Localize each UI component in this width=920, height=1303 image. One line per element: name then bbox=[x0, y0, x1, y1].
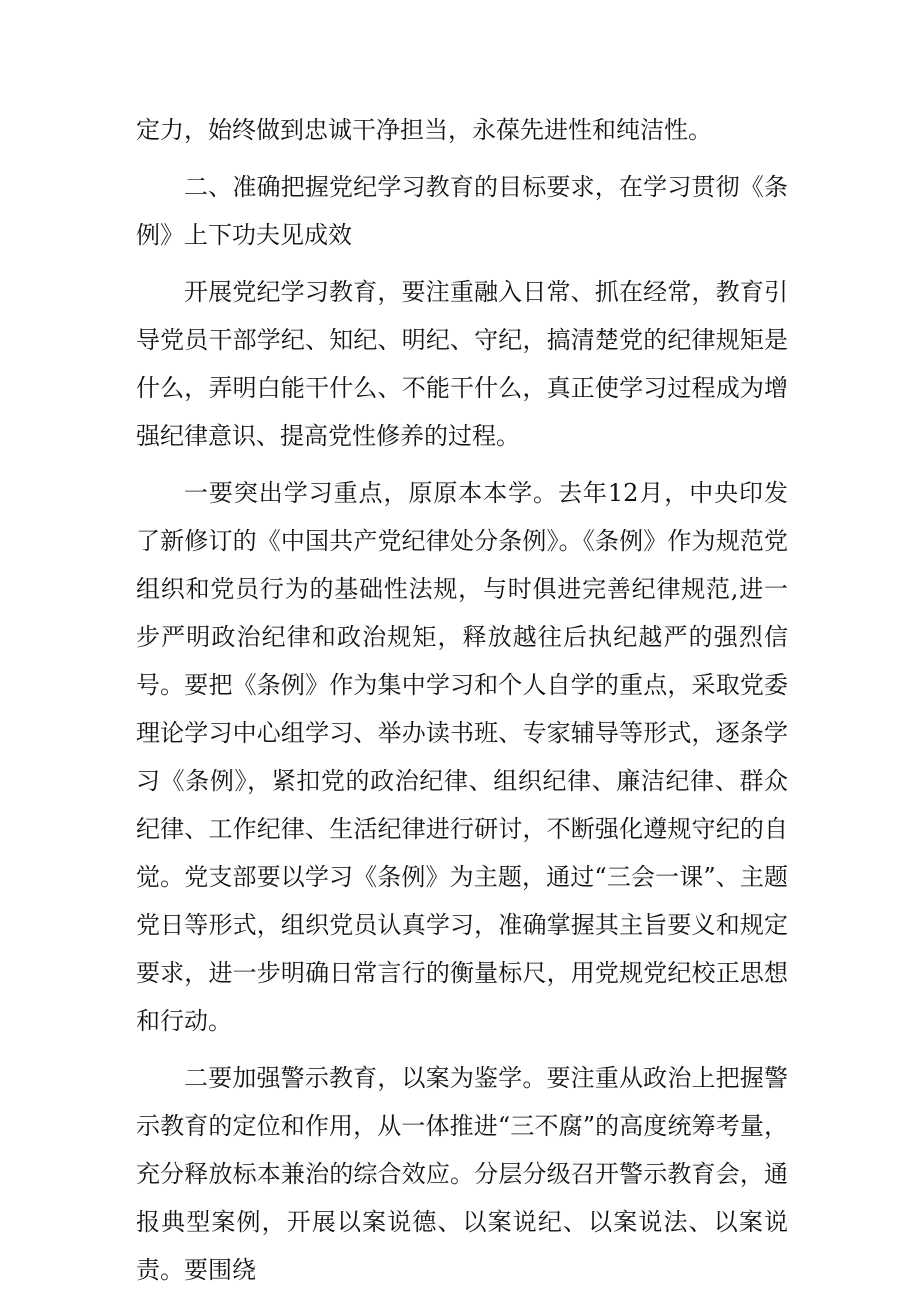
section-heading-2: 二、准确把握党纪学习教育的目标要求，在学习贯彻《条例》上下功夫见成效 bbox=[136, 173, 788, 249]
paragraph-intro: 开展党纪学习教育，要注重融入日常、抓在经常，教育引导党员干部学纪、知纪、明纪、守纪，搞清楚党的纪律规矩是什么，弄明白能干什么、不能干什么，真正使学习过程成为增强纪律意识、提高党性修养的过程。 bbox=[136, 278, 788, 450]
paragraph-point-1: 一要突出学习重点，原原本本学。去年12月，中央印发了新修订的《中国共产党纪律处分条例》。《条例》作为规范党组织和党员行为的基础性法规，与时俱进完善纪律规范,进一步严明政治纪律和政治规矩，释放越往后执纪越严的强烈信号。要把《条例》作为集中学习和个人自学的重点，采取党委理论学习中心组学习、举办读书班、专家辅导等形式，逐条学习《条例》，紧扣党的政治纪律、组织纪律、廉洁纪律、群众纪律、工作纪律、生活纪律进行研讨，不断强化遵规守纪的自觉。党支部要以学习《条例》为主题，通过“三会一课”、主题党日等形式，组织党员认真学习，准确掌握其主旨要义和规定要求，进一步明确日常言行的衡量标尺，用党规党纪校正思想和行动。 bbox=[136, 479, 788, 1035]
document-body bbox=[136, 106, 788, 1303]
paragraph-point-2: 二要加强警示教育，以案为鉴学。要注重从政治上把握警示教育的定位和作用，从一体推进“三不腐”的高度统筹考量，充分释放标本兼治的综合效应。分层分级召开警示教育会，通报典型案例，开展以案说德、以案说纪、以案说法、以案说责。要围绕 bbox=[136, 1064, 788, 1284]
paragraph-continuation: 定力，始终做到忠诚干净担当，永葆先进性和纯洁性。 bbox=[136, 116, 712, 144]
